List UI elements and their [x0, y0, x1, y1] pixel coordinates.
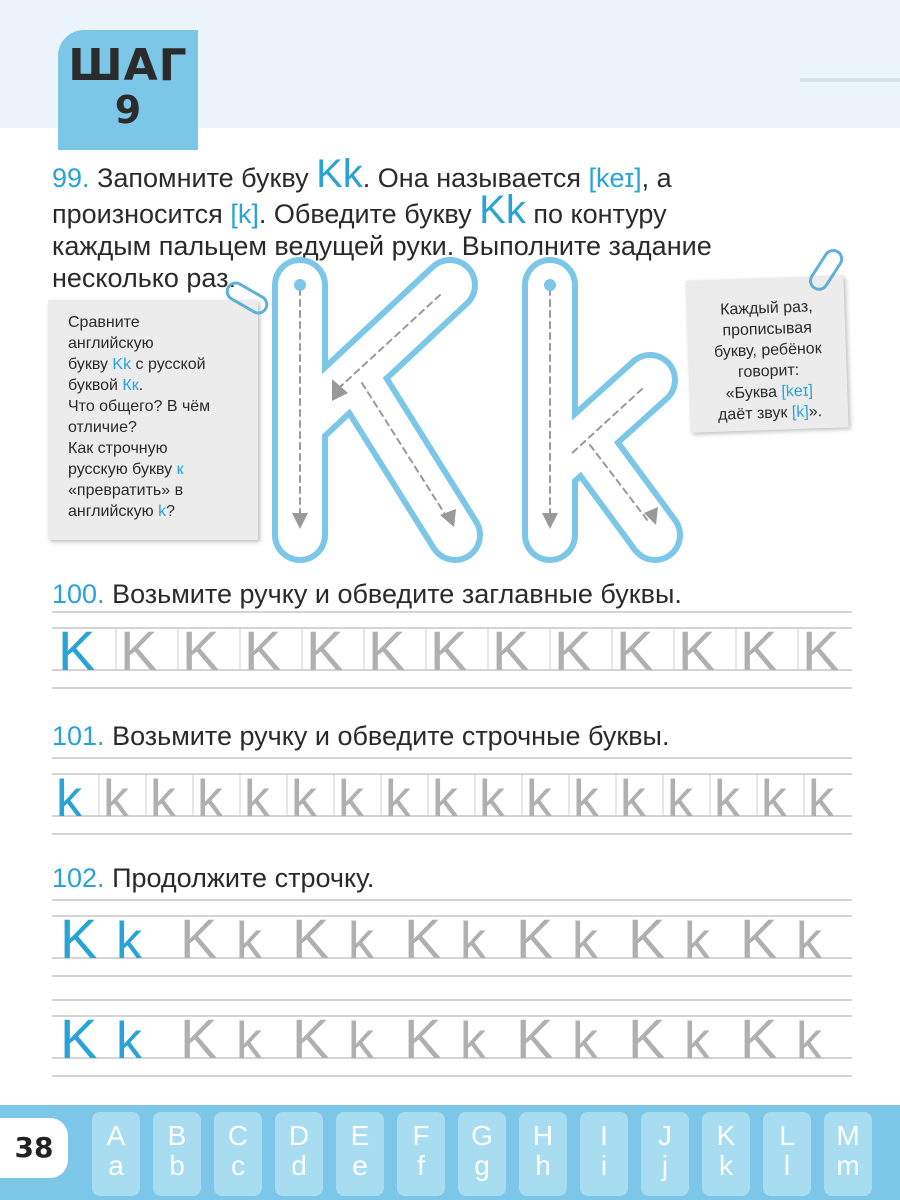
trace-letter: K: [802, 619, 840, 682]
alphabet-tab-j: [641, 1112, 689, 1196]
note-line: букву, ребёнок: [713, 340, 822, 361]
trace-letter: k: [573, 770, 599, 828]
tab-uppercase: H: [532, 1120, 554, 1151]
sample-letter: k: [116, 1012, 142, 1070]
transcription: [k]: [791, 403, 810, 422]
tab-uppercase: E: [350, 1120, 370, 1151]
task-text: Запомните букву: [97, 163, 309, 193]
note-line: [68, 459, 248, 480]
trace-letter: k: [572, 912, 598, 970]
alphabet-tab-m: [824, 1112, 872, 1196]
letter-kk: Kk: [479, 188, 526, 232]
trace-letter: K: [404, 907, 442, 970]
task-text: . Она называется: [362, 163, 581, 193]
task-99-line-2: [52, 188, 842, 232]
note-line: английскую: [68, 335, 154, 352]
task-99-line-3: каждым пальцем ведущей руки. Выполните задание: [52, 231, 712, 261]
note-line: Что общего? В чём: [68, 398, 211, 415]
trace-letter: K: [404, 1007, 442, 1070]
trace-letter: k: [526, 770, 552, 828]
note-compare: [48, 300, 258, 540]
tab-lowercase: b: [169, 1150, 185, 1181]
note-line: Как строчную: [68, 440, 168, 457]
task-100: [52, 578, 682, 610]
tab-lowercase: e: [352, 1150, 368, 1181]
trace-letter: k: [348, 912, 374, 970]
sample-letter: k: [116, 912, 142, 970]
big-uppercase-k: [300, 285, 455, 535]
trace-letter: K: [516, 907, 554, 970]
trace-letter: K: [180, 907, 218, 970]
trace-letter: k: [460, 912, 486, 970]
task-102: [52, 862, 374, 894]
note-line: Сравните: [68, 314, 140, 331]
trace-letter: k: [432, 770, 458, 828]
note-text: даёт звук: [717, 404, 788, 424]
trace-letter: k: [291, 770, 317, 828]
trace-letter: K: [616, 619, 654, 682]
trace-letter: K: [292, 1007, 330, 1070]
task-99-line-4: несколько раз.: [52, 263, 237, 293]
trace-letter: k: [714, 770, 740, 828]
big-lowercase-k: [550, 285, 655, 535]
tab-lowercase: j: [661, 1150, 669, 1181]
tracing-row-pairs-2[interactable]: [52, 998, 852, 1078]
trace-letter: K: [628, 1007, 666, 1070]
tab-uppercase: I: [600, 1120, 608, 1151]
trace-letter: K: [740, 1007, 778, 1070]
trace-letter: k: [338, 770, 364, 828]
task-text: Возьмите ручку и обведите заглавные буквы.: [112, 579, 682, 609]
alphabet-tab-i: [580, 1112, 628, 1196]
note-line: [68, 501, 248, 522]
step-number: 9: [114, 88, 142, 132]
note-text: английскую: [68, 503, 154, 520]
tab-uppercase: F: [412, 1120, 430, 1151]
tab-uppercase: G: [471, 1120, 493, 1151]
step-badge: [58, 30, 198, 150]
start-dot: [294, 279, 306, 291]
note-text: буквой: [68, 377, 118, 394]
trace-letter: K: [678, 619, 716, 682]
tab-lowercase: f: [417, 1150, 425, 1181]
note-line: Каждый раз,: [719, 298, 813, 319]
trace-letter: K: [292, 907, 330, 970]
tab-uppercase: D: [288, 1120, 310, 1151]
trace-letter: k: [761, 770, 787, 828]
trace-letter: k: [460, 1012, 486, 1070]
task-text: , а: [641, 163, 672, 193]
note-line: «превратить» в: [68, 482, 184, 499]
task-number: 101.: [52, 721, 105, 751]
trace-letter: k: [103, 770, 129, 828]
transcription: [k]: [230, 199, 259, 229]
note-text: с русской: [135, 356, 206, 373]
transcription: [keɪ]: [588, 163, 642, 193]
sample-letter: k: [56, 770, 82, 828]
trace-letter: k: [572, 1012, 598, 1070]
trace-letter: K: [430, 619, 468, 682]
note-text: .: [138, 377, 144, 394]
alphabet-tab-a: [92, 1112, 140, 1196]
alphabet-tabs: [92, 1112, 872, 1196]
trace-letter: k: [150, 770, 176, 828]
note-line: [700, 400, 841, 426]
tracing-row-lowercase[interactable]: [52, 756, 852, 836]
tracing-row-uppercase[interactable]: [52, 610, 852, 690]
trace-letter: k: [236, 1012, 262, 1070]
tab-uppercase: L: [779, 1120, 795, 1151]
alphabet-tab-k: [702, 1112, 750, 1196]
trace-letter: K: [368, 619, 406, 682]
tab-uppercase: A: [106, 1120, 126, 1151]
alphabet-tab-c: [214, 1112, 262, 1196]
letter-k-russian: к: [176, 461, 184, 478]
big-letters-kk: [270, 255, 690, 570]
trace-letter: K: [554, 619, 592, 682]
alphabet-tab-l: [763, 1112, 811, 1196]
trace-letter: K: [628, 907, 666, 970]
sample-letter: K: [60, 907, 98, 970]
alphabet-tab-e: [336, 1112, 384, 1196]
note-line: прописывая: [722, 319, 813, 340]
note-text: ».: [808, 403, 823, 421]
note-say: [685, 275, 848, 432]
alphabet-tab-f: [397, 1112, 445, 1196]
tracing-row-pairs-1[interactable]: [52, 898, 852, 978]
task-text: Возьмите ручку и обведите строчные буквы.: [112, 721, 670, 751]
trace-letter: K: [516, 1007, 554, 1070]
tab-lowercase: l: [783, 1150, 791, 1181]
task-text: по контуру: [533, 199, 667, 229]
task-number: 99.: [52, 163, 90, 193]
trace-letter: K: [492, 619, 530, 682]
letter-kk: Kk: [316, 152, 363, 196]
trace-letter: K: [306, 619, 344, 682]
trace-letter: k: [796, 912, 822, 970]
trace-letter: K: [740, 907, 778, 970]
finger-trace-letters: [270, 255, 690, 565]
start-dot: [544, 279, 556, 291]
trace-letter: k: [667, 770, 693, 828]
trace-letter: K: [180, 1007, 218, 1070]
tab-lowercase: c: [231, 1150, 245, 1181]
tab-uppercase: M: [836, 1120, 860, 1151]
task-99-line-1: [52, 152, 842, 196]
tab-lowercase: g: [474, 1150, 490, 1181]
task-text: Продолжите строчку.: [112, 863, 375, 893]
tab-uppercase: C: [227, 1120, 249, 1151]
trace-letter: k: [620, 770, 646, 828]
tab-lowercase: k: [719, 1150, 733, 1181]
letter-k: k: [158, 503, 167, 520]
alphabet-tab-b: [153, 1112, 201, 1196]
task-text: произносится: [52, 199, 223, 229]
sample-letter: K: [60, 1007, 98, 1070]
tab-lowercase: a: [108, 1150, 124, 1181]
letter-kk: Kk: [112, 356, 132, 373]
trace-letter: k: [244, 770, 270, 828]
note-text: ?: [166, 503, 175, 520]
tab-lowercase: i: [600, 1150, 608, 1181]
note-line: [68, 375, 248, 396]
trace-letter: K: [182, 619, 220, 682]
note-line: [68, 354, 248, 375]
sample-letter: K: [58, 619, 96, 682]
bleed-through-line: [800, 78, 900, 82]
trace-letter: k: [348, 1012, 374, 1070]
task-text: . Обведите букву: [258, 199, 472, 229]
trace-letter: k: [385, 770, 411, 828]
note-line: отличие?: [68, 419, 137, 436]
note-text: русскую букву: [68, 461, 173, 478]
tab-uppercase: K: [716, 1120, 736, 1151]
tab-uppercase: B: [167, 1120, 187, 1151]
step-word: ШАГ: [68, 40, 188, 91]
trace-letter: k: [197, 770, 223, 828]
note-text: «Буква: [725, 383, 778, 403]
task-number: 102.: [52, 863, 105, 893]
note-line: говорит:: [737, 361, 800, 382]
trace-letter: K: [244, 619, 282, 682]
trace-letter: K: [740, 619, 778, 682]
tab-lowercase: d: [291, 1150, 307, 1181]
tab-lowercase: m: [836, 1150, 860, 1181]
transcription: [keɪ]: [781, 382, 814, 401]
letter-kk-russian: Кк: [122, 377, 139, 394]
task-number: 100.: [52, 579, 105, 609]
page-number: 38: [0, 1118, 68, 1178]
note-text: букву: [68, 356, 108, 373]
alphabet-tab-h: [519, 1112, 567, 1196]
trace-letter: K: [120, 619, 158, 682]
trace-letter: k: [808, 770, 834, 828]
tab-uppercase: J: [658, 1120, 672, 1151]
task-101: [52, 720, 669, 752]
alphabet-tab-d: [275, 1112, 323, 1196]
trace-letter: k: [684, 912, 710, 970]
tab-lowercase: h: [535, 1150, 551, 1181]
alphabet-tab-g: [458, 1112, 506, 1196]
trace-letter: k: [236, 912, 262, 970]
trace-letter: k: [479, 770, 505, 828]
trace-letter: k: [796, 1012, 822, 1070]
trace-letter: k: [684, 1012, 710, 1070]
